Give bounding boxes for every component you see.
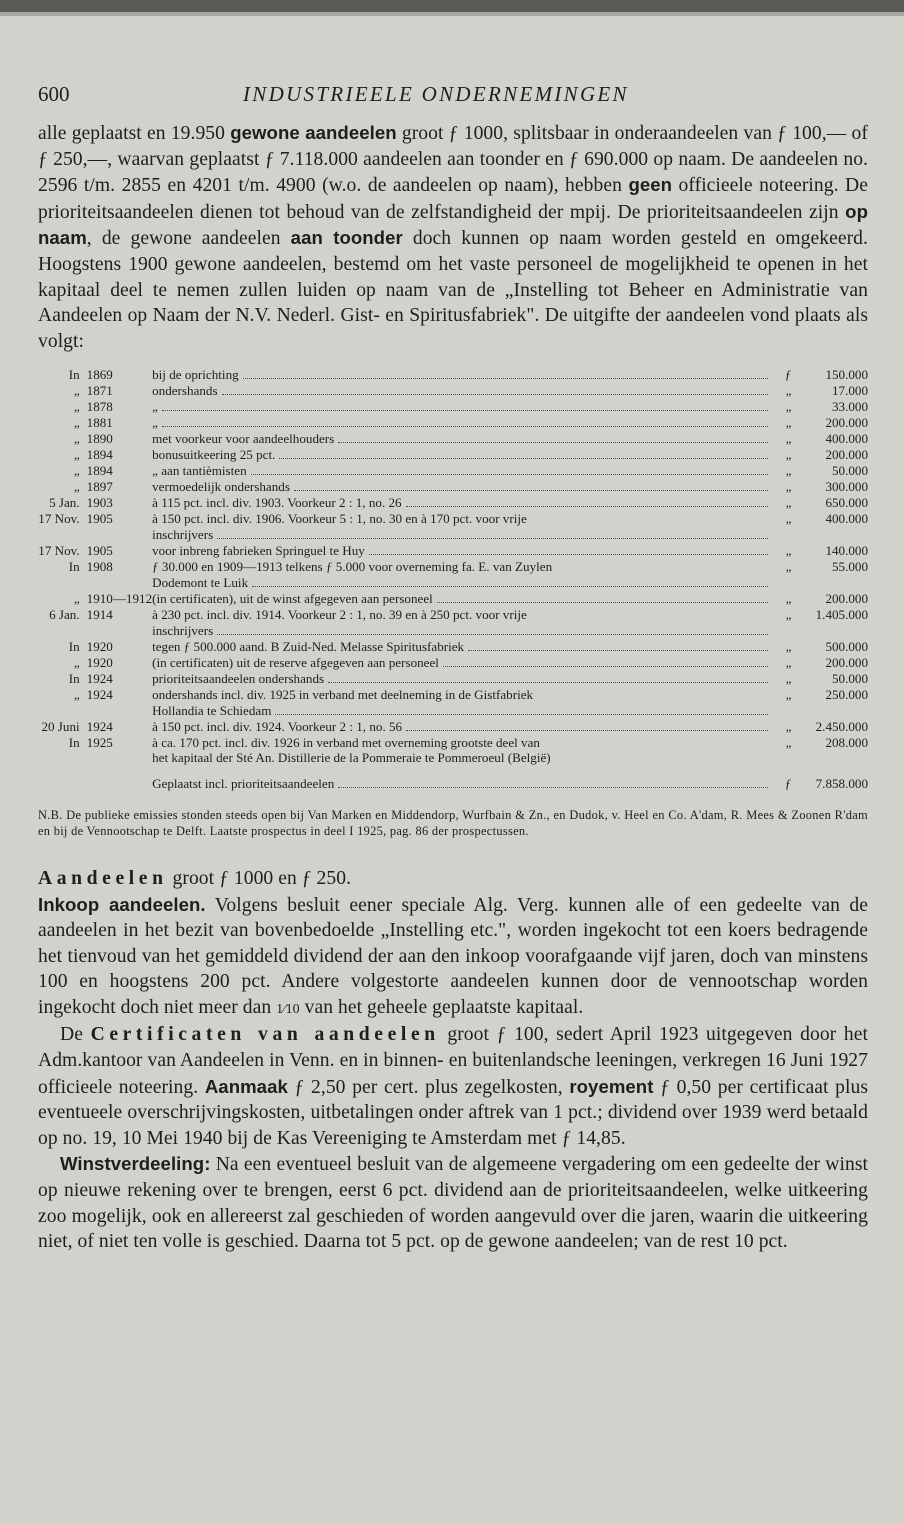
emission-currency-mark: „ — [785, 686, 792, 702]
emission-date: In — [68, 638, 80, 654]
emission-date: „ — [73, 463, 80, 479]
emission-row — [38, 591, 868, 607]
emission-row — [38, 607, 868, 639]
intro-text-2: groot ƒ 1000, splitsbaar in onderaandeelen van ƒ 100,— of ƒ 250,—, waarvan geplaatst ƒ 7.118.000 aandeelen aan toonder en ƒ 690.000 op naam. De aandeelen no. 2596 t/m. 2855 en 4201 t/m. 4900 (w.o. de aandeelen op naam), hebben — [38, 123, 868, 197]
certificaten-label: Certificaten van aandeelen — [90, 1024, 440, 1046]
emission-year: 1878 — [86, 399, 113, 415]
emission-row — [38, 687, 868, 719]
emission-amount: 50.000 — [831, 463, 868, 479]
emission-amount: 50.000 — [831, 670, 868, 686]
inkoop-text-1: Volgens besluit eener speciale Alg. Verg. kunnen alle of een gedeelte van de aandeelen in het bezit van bovenbedoelde „Instelling etc.", worden ingekocht tot een koers bedragende het tienvoud van het gemiddeld dividend der aan den inkoop voorafgaande vijf jaren, doch van minstens 100 en hoogstens 200 pct. Andere volgestorte aandeelen kunnen door de vennootschap worden ingekocht doch niet meer dan — [38, 894, 868, 1018]
leader-dots — [294, 490, 768, 491]
emission-date: 5 Jan. — [49, 495, 80, 511]
emission-date: „ — [73, 590, 80, 606]
emission-amount: 140.000 — [825, 543, 868, 559]
emission-row — [38, 655, 868, 671]
emission-description-text: bonusuitkeering 25 pct. — [152, 447, 276, 463]
certificaten-text-4: ƒ 0,50 per certificaat plus eventueele overschrijvingskosten, uitbetalingen onder aftrek van 1 pct.; dividend over 1939 werd betaald op no. 19, 10 Mei 1940 bij de Kas Vereeniging te Amsterdam met ƒ 14,85. — [38, 1076, 868, 1149]
emission-description — [152, 495, 772, 511]
leader-dots — [406, 506, 768, 507]
page-header — [38, 82, 868, 116]
emission-year: 1910—1912 — [86, 590, 153, 606]
leader-dots — [275, 714, 767, 715]
emission-date: In — [68, 670, 80, 686]
emission-row — [38, 431, 868, 447]
emission-amount: 400.000 — [825, 511, 868, 527]
emission-description-text: inschrijvers — [152, 527, 214, 543]
leader-dots — [437, 602, 768, 603]
page-top-shadow — [0, 12, 904, 16]
leader-dots — [338, 787, 767, 788]
leader-dots — [279, 458, 767, 459]
emission-description-text: voor inbreng fabrieken Springuel te Huy — [152, 543, 365, 559]
leader-dots — [251, 474, 768, 475]
emission-amount: 208.000 — [825, 734, 868, 750]
emission-currency-mark: „ — [785, 511, 792, 527]
total-amount: 7.858.000 — [815, 776, 868, 792]
emission-amount: 200.000 — [825, 654, 868, 670]
total-row — [38, 766, 868, 792]
emission-description — [152, 543, 772, 559]
emission-currency-mark: „ — [785, 606, 792, 622]
emission-currency-mark: „ — [785, 463, 792, 479]
emission-year: 1905 — [86, 543, 113, 559]
emission-description — [152, 639, 772, 655]
intro-bold-geen: geen — [628, 174, 673, 196]
emission-description — [152, 671, 772, 687]
emission-description — [152, 687, 772, 719]
inkoop-label: Inkoop aandeelen. — [38, 893, 206, 915]
emission-year: 1908 — [86, 559, 113, 575]
emission-currency-mark: „ — [785, 543, 792, 559]
emission-description-text: (in certificaten) uit de reserve afgegeven aan personeel — [152, 654, 439, 670]
emission-description-text: (in certificaten), uit de winst afgegeven aan personeel — [152, 590, 433, 606]
emission-date: In — [68, 367, 80, 383]
emission-currency-mark: „ — [785, 479, 792, 495]
emission-row — [38, 383, 868, 399]
emission-amount: 17.000 — [831, 383, 868, 399]
emission-year: 1894 — [86, 447, 113, 463]
emission-amount: 200.000 — [825, 590, 868, 606]
emission-date: „ — [73, 447, 80, 463]
emission-description-text: het kapitaal der Sté An. Distillerie de la Pommeraie te Pommeroeul (België) — [152, 750, 551, 766]
emission-description-text: „ — [152, 399, 158, 415]
emission-description-text: à 150 pct. incl. div. 1924. Voorkeur 2 : 1, no. 56 — [152, 718, 403, 734]
emission-amount: 500.000 — [825, 638, 868, 654]
emission-date: „ — [73, 479, 80, 495]
emission-description-text: Dodemont te Luik — [152, 574, 249, 590]
emission-description-text: bij de oprichting — [152, 367, 239, 383]
emission-description-text: inschrijvers — [152, 622, 214, 638]
aandeelen-label: Aandeelen — [38, 867, 168, 889]
total-label: Geplaatst incl. prioriteitsaandeelen — [152, 776, 335, 792]
emission-description-line: à 230 pct. incl. div. 1914. Voorkeur 2 : 1, no. 39 en à 250 pct. voor vrije — [152, 606, 527, 622]
emission-description-text: „ — [152, 415, 158, 431]
emission-description — [152, 559, 772, 591]
running-title: INDUSTRIEELE ONDERNEMINGEN — [243, 82, 629, 106]
emission-year: 1925 — [86, 734, 113, 750]
emission-date: „ — [73, 383, 80, 399]
emission-description — [152, 399, 772, 415]
emission-date: 6 Jan. — [49, 606, 80, 622]
intro-bold-gewone-aandeelen: gewone aandeelen — [230, 122, 397, 143]
emission-amount: 200.000 — [825, 415, 868, 431]
leader-dots — [443, 666, 768, 667]
emission-description-text: vermoedelijk ondershands — [152, 479, 290, 495]
emission-description-line: à ca. 170 pct. incl. div. 1926 in verband met overneming grootste deel van — [152, 734, 540, 750]
emission-year: 1924 — [86, 670, 113, 686]
certificaten-paragraph — [38, 1022, 868, 1151]
emission-amount: 150.000 — [825, 367, 868, 383]
emission-year: 1897 — [86, 479, 113, 495]
emission-row — [38, 639, 868, 655]
emission-year: 1903 — [86, 495, 113, 511]
intro-text-4: , de gewone aandeelen — [86, 228, 291, 250]
inkoop-text-2: van het geheele geplaatste kapitaal. — [299, 996, 584, 1018]
emission-row — [38, 719, 868, 735]
intro-text-3: officieele noteering. De prioriteitsaandeelen dienen tot behoud van de zelfstandigheid der mpij. De prioriteitsaandeelen zijn — [38, 175, 868, 223]
emission-row — [38, 735, 868, 767]
page-number: 600 — [38, 82, 70, 106]
winstverdeeling-text: Na een eventueel besluit van de algemeene vergadering om een gedeelte der winst op nieuwe rekening over te brengen, eerst 6 pct. dividend aan de prioriteitsaandeelen, welke uitkeering zoo mogelijk, ook en allereerst zal geschieden of worden aangevuld over die jaren, waarin die uitkeering niet, of niet ten volle is geschied. Daarna tot 5 pct. op de gewone aandeelen; van de rest 10 pct. — [38, 1154, 868, 1253]
total-currency: ƒ — [784, 776, 792, 792]
leader-dots — [252, 586, 768, 587]
emission-date: „ — [73, 399, 80, 415]
emission-year: 1890 — [86, 431, 113, 447]
page-top-edge — [0, 0, 904, 12]
emission-row — [38, 447, 868, 463]
emission-row — [38, 559, 868, 591]
intro-text-5: doch kunnen op naam worden gesteld en omgekeerd. Hoogstens 1900 gewone aandeelen, bestemd om het vaste personeel de mogelijkheid te openen in het kapitaal deel te nemen zullen luiden op naam van de „Instelling tot Beheer en Administratie van Aandeelen op Naam der N.V. Nederl. Gist- en Spiritusfabriek". De uitgifte der aandeelen vond plaats als volgt: — [38, 228, 868, 352]
emission-year: 1905 — [86, 511, 113, 527]
intro-paragraph — [38, 120, 868, 354]
emission-currency-mark: „ — [785, 495, 792, 511]
leader-dots — [328, 682, 768, 683]
emission-description-text: ondershands — [152, 383, 218, 399]
inkoop-fraction: 1⁄10 — [276, 1001, 300, 1017]
emission-description — [152, 463, 772, 479]
emission-row — [38, 367, 868, 383]
emission-row — [38, 463, 868, 479]
emission-amount: 300.000 — [825, 479, 868, 495]
book-page — [38, 82, 868, 1255]
emission-row — [38, 399, 868, 415]
emission-year: 1881 — [86, 415, 113, 431]
emission-description-line: ondershands incl. div. 1925 in verband met deelneming in de Gistfabriek — [152, 686, 534, 702]
emission-description-text: à 115 pct. incl. div. 1903. Voorkeur 2 : 1, no. 26 — [152, 495, 402, 511]
emission-year: 1924 — [86, 718, 113, 734]
aanmaak-label: Aanmaak — [204, 1075, 288, 1097]
leader-dots — [217, 538, 768, 539]
emission-description-text: prioriteitsaandeelen ondershands — [152, 670, 325, 686]
aandeelen-text: groot ƒ 1000 en ƒ 250. — [167, 867, 352, 889]
leader-dots — [222, 394, 768, 395]
emission-year: 1894 — [86, 463, 113, 479]
certificaten-text-3: ƒ 2,50 per cert. plus zegelkosten, — [287, 1076, 570, 1098]
emission-currency-mark: „ — [785, 383, 792, 399]
emission-date: „ — [73, 431, 80, 447]
emission-row — [38, 479, 868, 495]
emission-currency-mark: „ — [785, 670, 792, 686]
emission-date: „ — [73, 686, 80, 702]
emission-currency-mark: „ — [785, 734, 792, 750]
emission-year: 1920 — [86, 638, 113, 654]
emission-description — [152, 591, 772, 607]
emission-date: 17 Nov. — [38, 511, 80, 527]
emission-description — [152, 383, 772, 399]
aandeelen-paragraph — [38, 866, 868, 892]
emission-row — [38, 543, 868, 559]
intro-bold-op-naam: op naam — [38, 200, 868, 249]
emission-description-line: ƒ 30.000 en 1909—1913 telkens ƒ 5.000 voor overneming fa. E. van Zuylen — [152, 559, 553, 575]
emission-currency-mark: „ — [785, 415, 792, 431]
leader-dots — [338, 442, 767, 443]
emission-description — [152, 431, 772, 447]
inkoop-paragraph — [38, 892, 868, 1023]
leader-dots — [243, 378, 768, 379]
winstverdeeling-label: Winstverdeeling: — [60, 1153, 211, 1175]
emission-currency-mark: ƒ — [784, 367, 792, 383]
leader-dots — [217, 634, 768, 635]
emission-currency-mark: „ — [785, 590, 792, 606]
emission-amount: 200.000 — [825, 447, 868, 463]
emission-description — [152, 719, 772, 735]
emission-currency-mark: „ — [785, 559, 792, 575]
royement-label: royement — [569, 1075, 654, 1097]
emission-currency-mark: „ — [785, 447, 792, 463]
leader-dots — [468, 650, 768, 651]
emission-amount: 55.000 — [831, 559, 868, 575]
emission-date: In — [68, 559, 80, 575]
emission-year: 1914 — [86, 606, 113, 622]
emission-amount: 1.405.000 — [815, 606, 868, 622]
emission-amount: 33.000 — [831, 399, 868, 415]
emission-currency-mark: „ — [785, 431, 792, 447]
emission-amount: 400.000 — [825, 431, 868, 447]
emission-date: „ — [73, 654, 80, 670]
emission-description — [152, 479, 772, 495]
emission-currency-mark: „ — [785, 654, 792, 670]
emission-date: In — [68, 734, 80, 750]
emission-row — [38, 511, 868, 543]
emission-description-text: „ aan tantièmisten — [152, 463, 247, 479]
emission-description — [152, 735, 772, 767]
emission-description — [152, 511, 772, 543]
emission-year: 1871 — [86, 383, 113, 399]
certificaten-text-1: De — [60, 1024, 91, 1046]
emission-amount: 250.000 — [825, 686, 868, 702]
emission-row — [38, 415, 868, 431]
emission-row — [38, 495, 868, 511]
emission-currency-mark: „ — [785, 718, 792, 734]
emission-description — [152, 367, 772, 383]
emission-description-line: à 150 pct. incl. div. 1906. Voorkeur 5 : 1, no. 30 en à 170 pct. voor vrije — [152, 511, 527, 527]
emission-year: 1920 — [86, 654, 113, 670]
emission-date: „ — [73, 415, 80, 431]
emission-description-text: met voorkeur voor aandeelhouders — [152, 431, 335, 447]
intro-text-1: alle geplaatst en 19.950 — [38, 123, 231, 144]
emission-amount: 2.450.000 — [815, 718, 868, 734]
emission-description — [152, 607, 772, 639]
footnote-nb: N.B. De publieke emissies stonden steeds open bij Van Marken en Middendorp, Wurfbain & Zn., en Dudok, v. Heel en Co. A'dam, R. Mees & Zoonen R'dam en bij de Vennootschap te Delft. Laatste prospectus in deel I 1925, pag. 86 der prospectussen. — [38, 808, 868, 838]
leader-dots — [406, 730, 768, 731]
emission-description — [152, 415, 772, 431]
emission-date: 20 Juni — [41, 718, 80, 734]
emission-year: 1924 — [86, 686, 113, 702]
leader-dots — [369, 554, 768, 555]
emission-description — [152, 447, 772, 463]
emission-row — [38, 671, 868, 687]
emission-year: 1869 — [86, 367, 113, 383]
emission-currency-mark: „ — [785, 638, 792, 654]
emissions-table — [38, 367, 868, 792]
emission-description — [152, 655, 772, 671]
intro-bold-aan-toonder: aan toonder — [290, 227, 403, 249]
emission-amount: 650.000 — [825, 495, 868, 511]
winstverdeeling-paragraph — [38, 1151, 868, 1254]
emission-currency-mark: „ — [785, 399, 792, 415]
leader-dots — [162, 426, 768, 427]
certificaten-text-2: groot ƒ 100, sedert April 1923 uitgegeven door het Adm.kantoor van Aandeelen in Venn. en in binnen- en buitenlandsche leeningen, verkregen 16 Juni 1927 officieele noteering. — [38, 1024, 868, 1098]
emission-description-text: tegen ƒ 500.000 aand. B Zuid-Ned. Melasse Spiritusfabriek — [152, 638, 465, 654]
emission-description-text: Hollandia te Schiedam — [152, 702, 272, 718]
emission-date: 17 Nov. — [38, 543, 80, 559]
leader-dots — [162, 410, 768, 411]
